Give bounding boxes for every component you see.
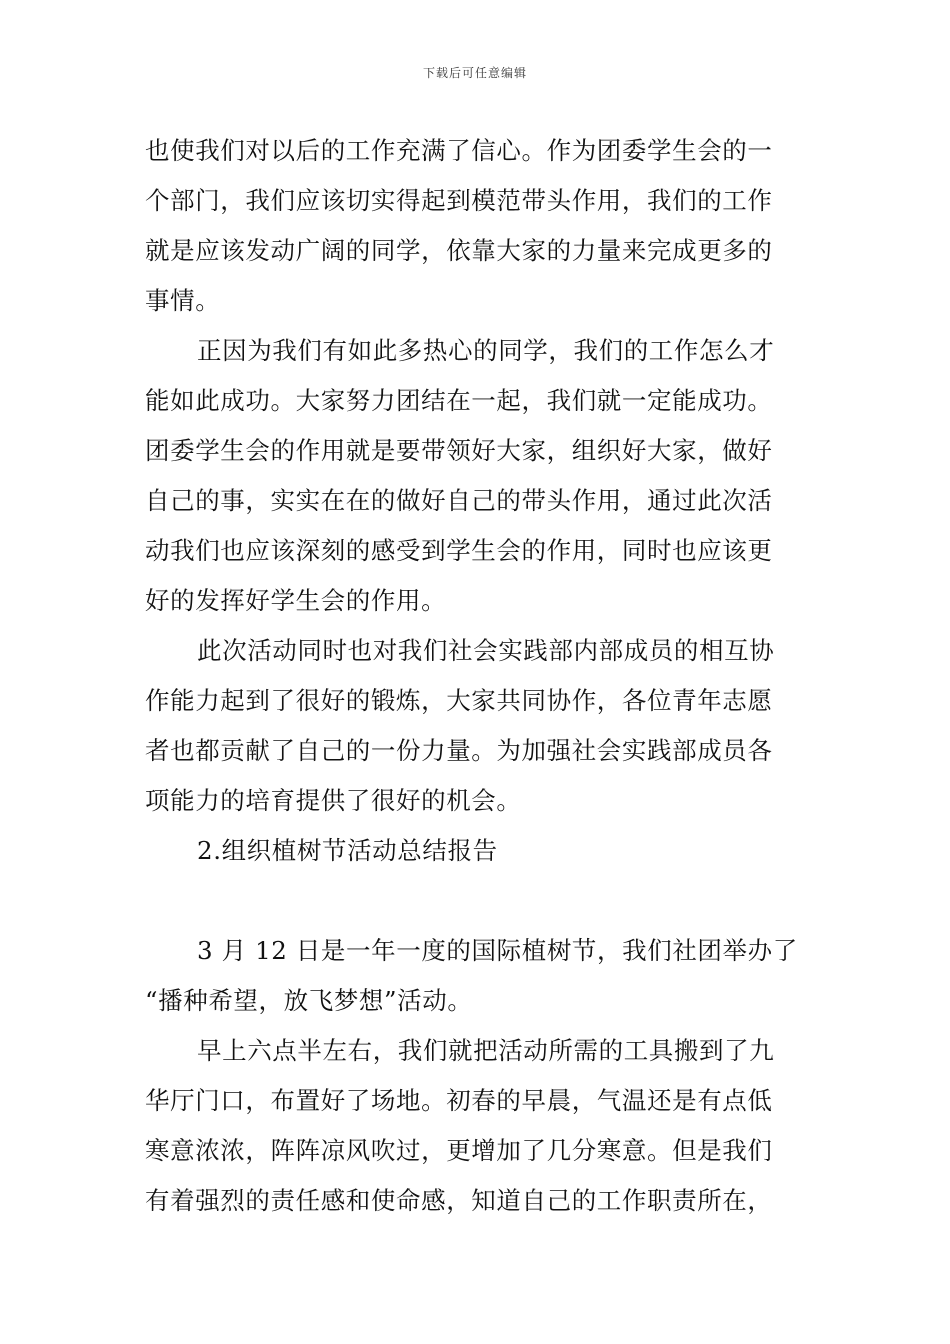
text-line: 作能力起到了很好的锻炼，大家共同协作，各位青年志愿 xyxy=(145,686,773,715)
paragraph-first-line: 3 月 12 日是一年一度的国际植树节，我们社团举办了 xyxy=(197,936,798,965)
text-line: “播种希望，放飞梦想”活动。 xyxy=(145,986,473,1015)
blank-line xyxy=(145,876,807,926)
text-line: 就是应该发动广阔的同学，依靠大家的力量来完成更多的 xyxy=(145,236,773,265)
text-line: 动我们也应该深刻的感受到学生会的作用，同时也应该更 xyxy=(145,536,773,565)
header-note: 下载后可任意编辑 xyxy=(422,66,527,80)
text-line: 寒意浓浓，阵阵凉风吹过，更增加了几分寒意。但是我们 xyxy=(145,1136,773,1165)
text-line: 团委学生会的作用就是要带领好大家，组织好大家，做好 xyxy=(145,436,773,465)
paragraph-first-line: 此次活动同时也对我们社会实践部内部成员的相互协 xyxy=(197,636,775,665)
text-line: 自己的事，实实在在的做好自己的带头作用，通过此次活 xyxy=(145,486,773,515)
text-line: 华厅门口，布置好了场地。初春的早晨，气温还是有点低 xyxy=(145,1086,773,1115)
paragraph-first-line: 正因为我们有如此多热心的同学，我们的工作怎么才 xyxy=(197,336,775,365)
text-line: 有着强烈的责任感和使命感，知道自己的工作职责所在， xyxy=(145,1186,773,1215)
paragraph-first-line: 早上六点半左右，我们就把活动所需的工具搬到了九 xyxy=(197,1036,775,1065)
text-line: 也使我们对以后的工作充满了信心。作为团委学生会的一 xyxy=(145,136,773,165)
text-line: 事情。 xyxy=(145,286,221,315)
text-line: 项能力的培育提供了很好的机会。 xyxy=(145,786,522,815)
text-line: 个部门，我们应该切实得起到模范带头作用，我们的工作 xyxy=(145,186,773,215)
text-line: 好的发挥好学生会的作用。 xyxy=(145,586,447,615)
text-line: 者也都贡献了自己的一份力量。为加强社会实践部成员各 xyxy=(145,736,773,765)
text-line: 能如此成功。大家努力团结在一起，我们就一定能成功。 xyxy=(145,386,773,415)
body-text xyxy=(145,126,807,1226)
section-heading: 2.组织植树节活动总结报告 xyxy=(197,836,498,865)
